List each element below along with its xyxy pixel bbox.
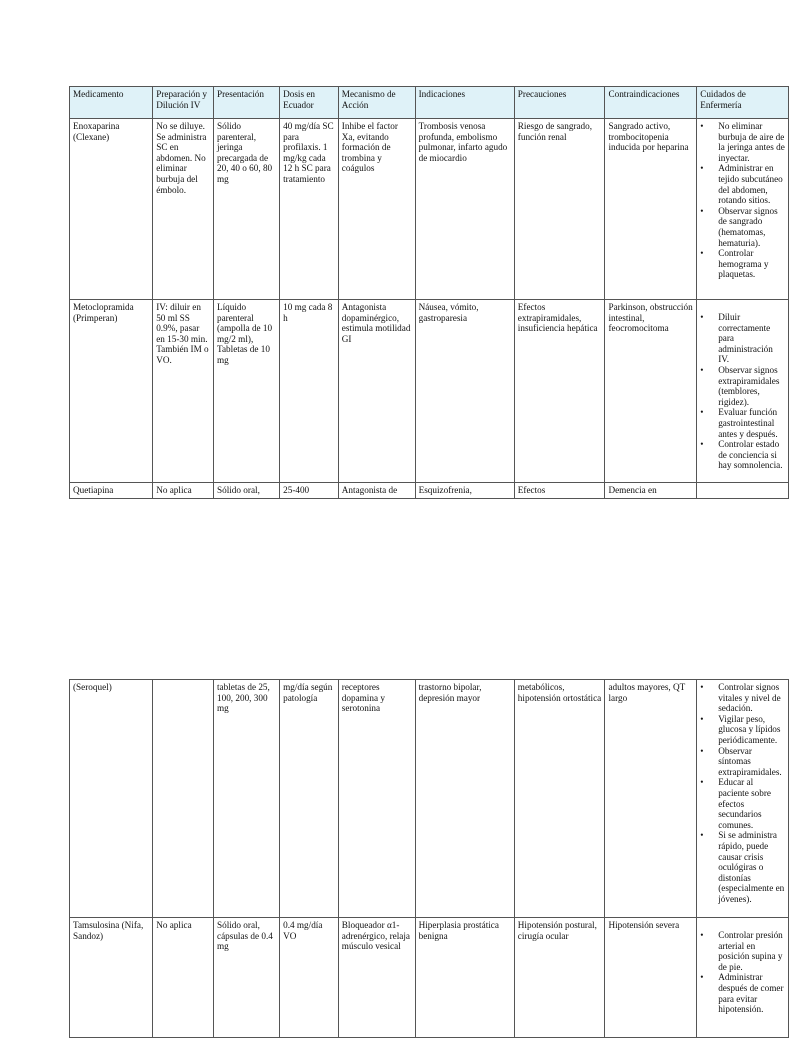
table-row [70,119,789,300]
cell-precauciones: Efectos extrapiramidales, insuficiencia hepática [514,300,605,483]
cell-mecanismo: Bloqueador α1-adrenérgico, relaja músculo vesical [338,918,415,1038]
header-presentacion: Presentación [214,87,280,119]
care-list [700,930,785,1015]
list-item: • Observar síntomas extrapiramidales. [718,746,785,778]
medication-table-top [69,86,789,499]
table-row [70,680,789,918]
list-item: • Controlar hemograma y plaquetas. [718,248,785,280]
header-cuidados: Cuidados de Enfermería [697,87,789,119]
header-dosis: Dosis en Ecuador [280,87,339,119]
cell-presentacion: Sólido oral, cápsulas de 0.4 mg [214,918,280,1038]
list-item: • Controlar presión arterial en posición supina y de pie. [718,930,785,972]
cell-contraindicaciones: Parkinson, obstrucción intestinal, feocromocitoma [605,300,697,483]
cell-medicamento: (Seroquel) [70,680,153,918]
cell-presentacion: Sólido oral, [214,483,280,499]
care-list [700,682,785,904]
header-contraindicaciones: Contraindicaciones [605,87,697,119]
cell-cuidados [697,918,789,1038]
list-item: • Observar signos extrapiramidales (temblores, rigidez). [718,365,785,407]
header-medicamento: Medicamento [70,87,153,119]
care-list [700,312,785,471]
cell-preparacion: No aplica [153,483,214,499]
list-item: • Educar al paciente sobre efectos secundarios comunes. [718,777,785,830]
list-item: • No eliminar burbuja de aire de la jeringa antes de inyectar. [718,121,785,163]
cell-medicamento: Enoxaparina (Clexane) [70,119,153,300]
cell-mecanismo: Inhibe el factor Xa, evitando formación de trombina y coágulos [338,119,415,300]
cell-presentacion: Sólido parenteral, jeringa precargada de 20, 40 o 60, 80 mg [214,119,280,300]
cell-dosis: mg/día según patología [280,680,339,918]
cell-preparacion: IV: diluir en 50 ml SS 0.9%, pasar en 15-30 min. También IM o VO. [153,300,214,483]
cell-indicaciones: Hiperplasia prostática benigna [415,918,514,1038]
cell-medicamento: Metoclopramida (Primperan) [70,300,153,483]
cell-contraindicaciones: Hipotensión severa [605,918,697,1038]
cell-medicamento: Tamsulosina (Nifa, Sandoz) [70,918,153,1038]
list-item: • Controlar signos vitales y nivel de sedación. [718,682,785,714]
table-row [70,300,789,483]
header-indicaciones: Indicaciones [415,87,514,119]
cell-precauciones: Riesgo de sangrado, función renal [514,119,605,300]
cell-preparacion: No aplica [153,918,214,1038]
cell-cuidados [697,680,789,918]
cell-dosis: 0.4 mg/día VO [280,918,339,1038]
cell-cuidados [697,300,789,483]
cell-precauciones: Hipotensión postural, cirugía ocular [514,918,605,1038]
table-row [70,483,789,499]
header-mecanismo: Mecanismo de Acción [338,87,415,119]
cell-presentacion: tabletas de 25, 100, 200, 300 mg [214,680,280,918]
cell-indicaciones: Náusea, vómito, gastroparesia [415,300,514,483]
table-header [70,87,789,119]
cell-dosis: 10 mg cada 8 h [280,300,339,483]
cell-precauciones: metabólicos, hipotensión ortostática [514,680,605,918]
cell-dosis: 25-400 [280,483,339,499]
cell-cuidados [697,483,789,499]
header-preparacion: Preparación y Dilución IV [153,87,214,119]
cell-mecanismo: Antagonista de [338,483,415,499]
list-item: • Administrar en tejido subcutáneo del abdomen, rotando sitios. [718,163,785,205]
table-row [70,918,789,1038]
medication-table-bottom [69,679,789,1038]
care-list [700,121,785,280]
list-item: • Observar signos de sangrado (hematomas, hematuria). [718,206,785,248]
list-item: • Si se administra rápido, puede causar crisis oculógiras o distonías (especialmente en jóvenes). [718,830,785,904]
list-item: • Vigilar peso, glucosa y lípidos periódicamente. [718,714,785,746]
cell-indicaciones: Esquizofrenia, [415,483,514,499]
cell-presentacion: Líquido parenteral (ampolla de 10 mg/2 ml), Tabletas de 10 mg [214,300,280,483]
header-precauciones: Precauciones [514,87,605,119]
list-item: • Controlar estado de conciencia si hay somnolencia. [718,439,785,471]
cell-indicaciones: trastorno bipolar, depresión mayor [415,680,514,918]
cell-contraindicaciones: Sangrado activo, trombocitopenia inducida por heparina [605,119,697,300]
cell-contraindicaciones: Demencia en [605,483,697,499]
cell-contraindicaciones: adultos mayores, QT largo [605,680,697,918]
cell-dosis: 40 mg/día SC para profilaxis. 1 mg/kg cada 12 h SC para tratamiento [280,119,339,300]
list-item: • Administrar después de comer para evitar hipotensión. [718,972,785,1014]
cell-precauciones: Efectos [514,483,605,499]
cell-mecanismo: receptores dopamina y serotonina [338,680,415,918]
cell-preparacion [153,680,214,918]
cell-mecanismo: Antagonista dopaminérgico, estimula motilidad GI [338,300,415,483]
cell-indicaciones: Trombosis venosa profunda, embolismo pulmonar, infarto agudo de miocardio [415,119,514,300]
cell-medicamento: Quetiapina [70,483,153,499]
list-item: • Evaluar función gastrointestinal antes y después. [718,407,785,439]
cell-preparacion: No se diluye. Se administra SC en abdomen. No eliminar burbuja del émbolo. [153,119,214,300]
list-item: • Diluir correctamente para administración IV. [718,312,785,365]
cell-cuidados [697,119,789,300]
